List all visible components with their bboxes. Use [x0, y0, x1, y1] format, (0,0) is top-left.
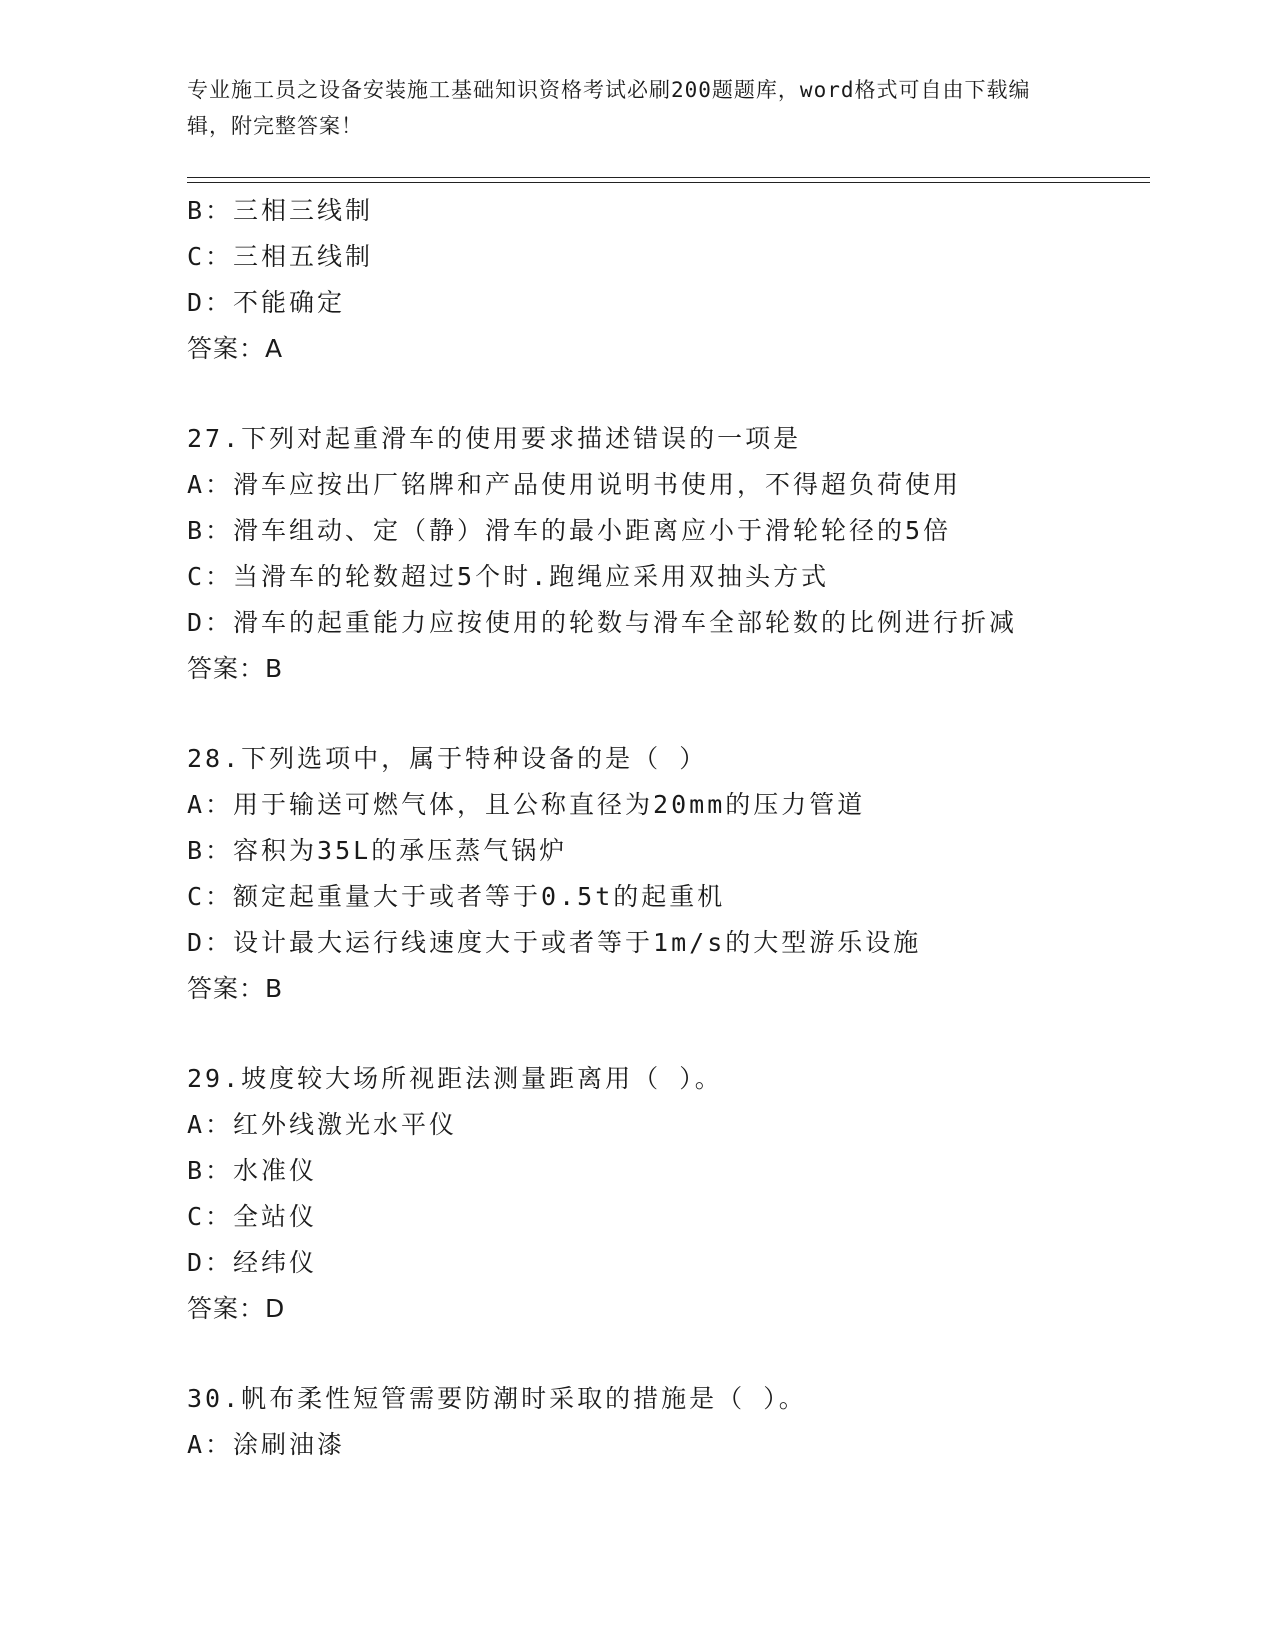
question-list — [187, 188, 1147, 1468]
question-block — [187, 736, 1147, 1012]
option-a: A：滑车应按出厂铭牌和产品使用说明书使用，不得超负荷使用 — [187, 470, 962, 499]
question-block — [187, 416, 1147, 692]
document-header: 专业施工员之设备安装施工基础知识资格考试必刷200题题库，word格式可自由下载编辑，附完整答案！ — [187, 78, 1031, 138]
option-a: A：红外线激光水平仪 — [187, 1110, 458, 1139]
option-b: B：滑车组动、定（静）滑车的最小距离应小于滑轮轮径的5倍 — [187, 516, 952, 545]
answer-line: 答案：B — [187, 654, 284, 683]
option-c: C：全站仪 — [187, 1202, 318, 1231]
question-text: 29.坡度较大场所视距法测量距离用（ ）。 — [187, 1064, 723, 1093]
option-d: D：滑车的起重能力应按使用的轮数与滑车全部轮数的比例进行折减 — [187, 608, 1018, 637]
answer-line: 答案：D — [187, 1294, 286, 1323]
option-d: D：设计最大运行线速度大于或者等于1m/s的大型游乐设施 — [187, 928, 922, 957]
question-block — [187, 188, 1147, 372]
option-c: C：当滑车的轮数超过5个时.跑绳应采用双抽头方式 — [187, 562, 830, 591]
option-b: B：三相三线制 — [187, 196, 374, 225]
option-a: A：用于输送可燃气体，且公称直径为20mm的压力管道 — [187, 790, 866, 819]
header-rule-bottom — [187, 182, 1150, 183]
question-text: 27.下列对起重滑车的使用要求描述错误的一项是 — [187, 424, 802, 453]
option-a: A：涂刷油漆 — [187, 1430, 346, 1459]
question-block — [187, 1376, 1147, 1468]
header-rule-top — [187, 177, 1150, 178]
option-d: D：不能确定 — [187, 288, 346, 317]
option-c: C：三相五线制 — [187, 242, 374, 271]
answer-line: 答案：A — [187, 334, 284, 363]
answer-line: 答案：B — [187, 974, 284, 1003]
question-text: 28.下列选项中，属于特种设备的是（ ） — [187, 744, 708, 773]
option-b: B：水准仪 — [187, 1156, 318, 1185]
question-text: 30.帆布柔性短管需要防潮时采取的措施是（ ）。 — [187, 1384, 807, 1413]
question-block — [187, 1056, 1147, 1332]
option-b: B：容积为35L的承压蒸气锅炉 — [187, 836, 568, 865]
option-d: D：经纬仪 — [187, 1248, 318, 1277]
option-c: C：额定起重量大于或者等于0.5t的起重机 — [187, 882, 726, 911]
